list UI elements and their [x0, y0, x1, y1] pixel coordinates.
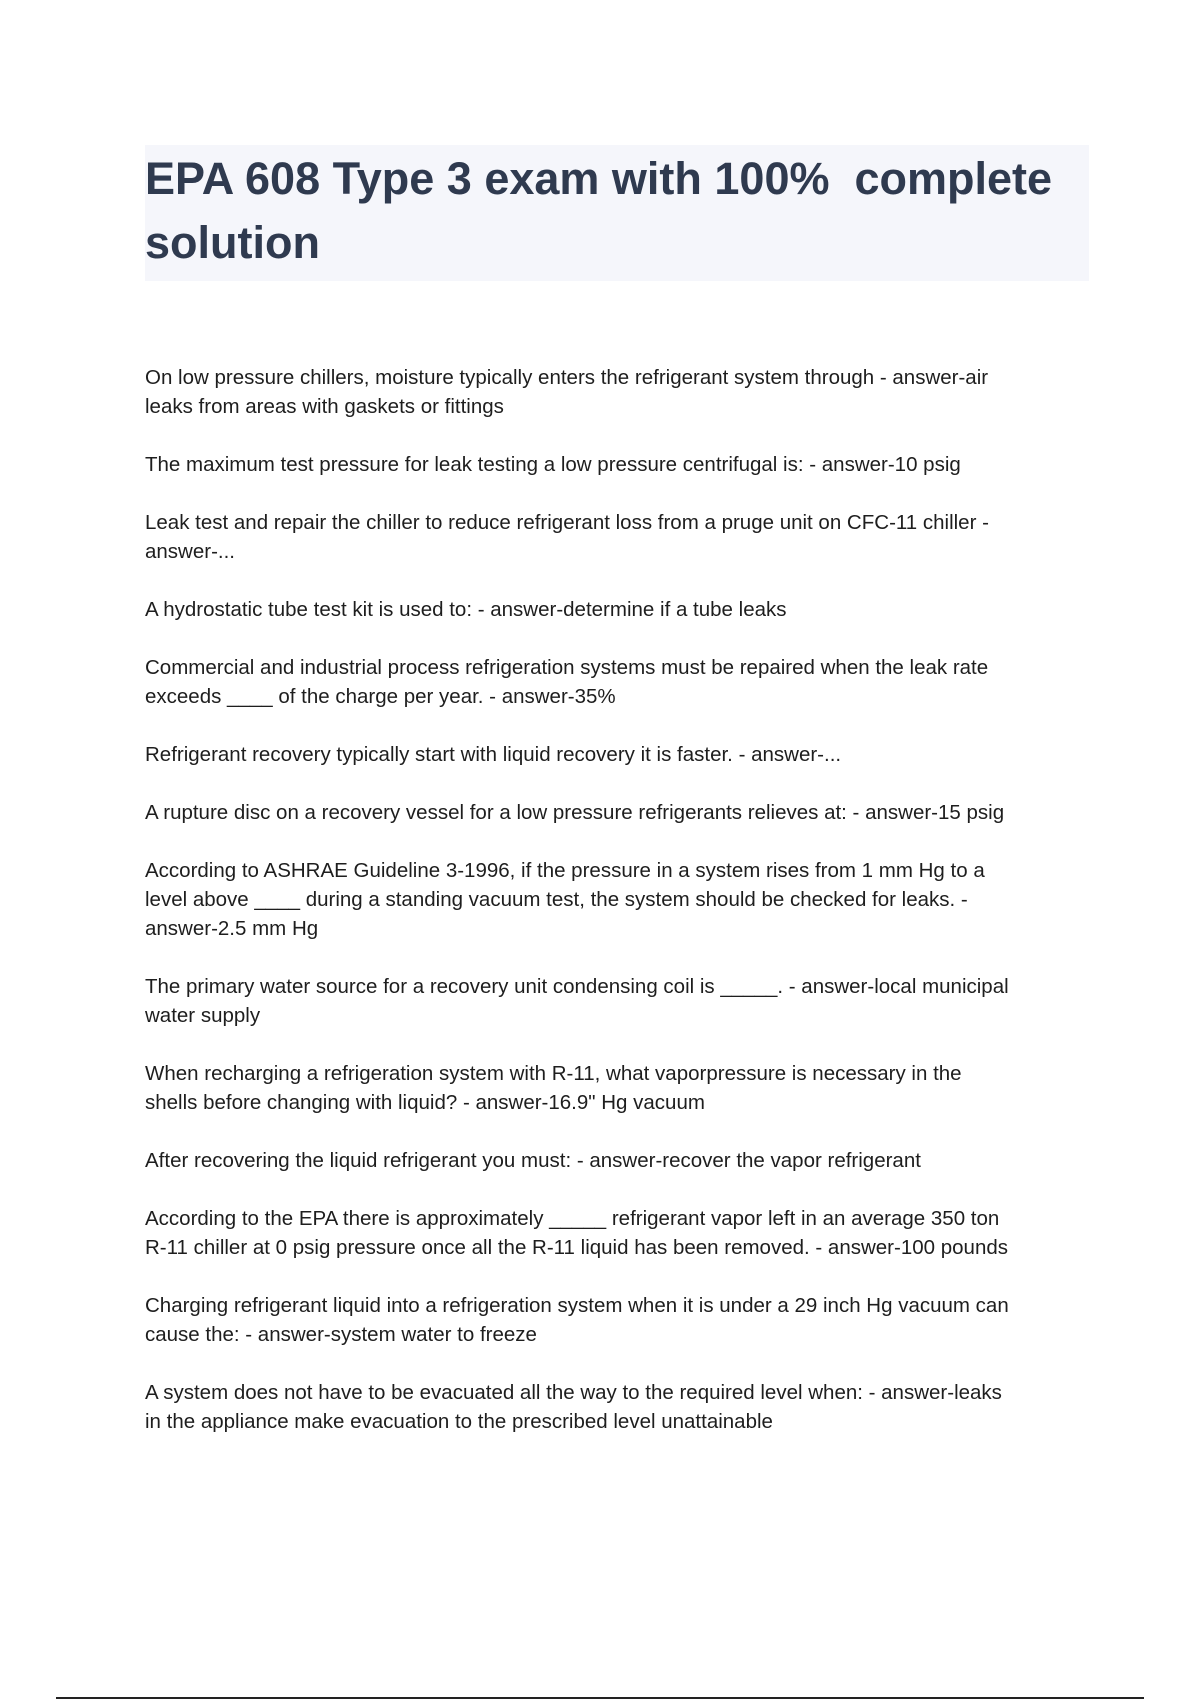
qa-item: According to ASHRAE Guideline 3-1996, if the pressure in a system rises from 1 mm Hg to a level above ____ during a standing vacuum test, the system should be checked for leaks. - answer-2.5 mm Hg: [145, 859, 985, 940]
qa-item: A system does not have to be evacuated all the way to the required level when: - answer-leaks in the appliance make evacuation to the prescribed level unattainable: [145, 1381, 1002, 1433]
qa-item: The primary water source for a recovery unit condensing coil is _____. - answer-local municipal water supply: [145, 975, 1009, 1027]
qa-item: Refrigerant recovery typically start with liquid recovery it is faster. - answer-...: [145, 743, 842, 766]
qa-item: When recharging a refrigeration system with R-11, what vaporpressure is necessary in the shells before changing with liquid? - answer-16.9" Hg vacuum: [145, 1062, 962, 1114]
qa-item: Commercial and industrial process refrigeration systems must be repaired when the leak rate exceeds ____ of the charge per year. - answer-35%: [145, 656, 989, 708]
qa-item: According to the EPA there is approximately _____ refrigerant vapor left in an average 350 ton R-11 chiller at 0 psig pressure once all the R-11 liquid has been removed. - answer-100 pounds: [145, 1207, 1008, 1259]
qa-item: After recovering the liquid refrigerant you must: - answer-recover the vapor refrigerant: [145, 1149, 921, 1172]
qa-item: Leak test and repair the chiller to reduce refrigerant loss from a pruge unit on CFC-11 chiller - answer-...: [145, 511, 989, 563]
qa-item: Charging refrigerant liquid into a refrigeration system when it is under a 29 inch Hg vacuum can cause the: - answer-system water to freeze: [145, 1294, 1009, 1346]
qa-item: The maximum test pressure for leak testing a low pressure centrifugal is: - answer-10 psig: [145, 453, 961, 476]
qa-list: [145, 363, 1089, 1465]
qa-item: A hydrostatic tube test kit is used to: - answer-determine if a tube leaks: [145, 598, 787, 621]
title-banner: [145, 145, 1089, 281]
page-title: EPA 608 Type 3 exam with 100% complete solution: [145, 153, 1053, 268]
qa-item: A rupture disc on a recovery vessel for a low pressure refrigerants relieves at: - answer-15 psig: [145, 801, 1005, 824]
qa-item: On low pressure chillers, moisture typically enters the refrigerant system through - answer-air leaks from areas with gaskets or fittings: [145, 366, 989, 418]
footer-divider: [56, 1697, 1144, 1699]
